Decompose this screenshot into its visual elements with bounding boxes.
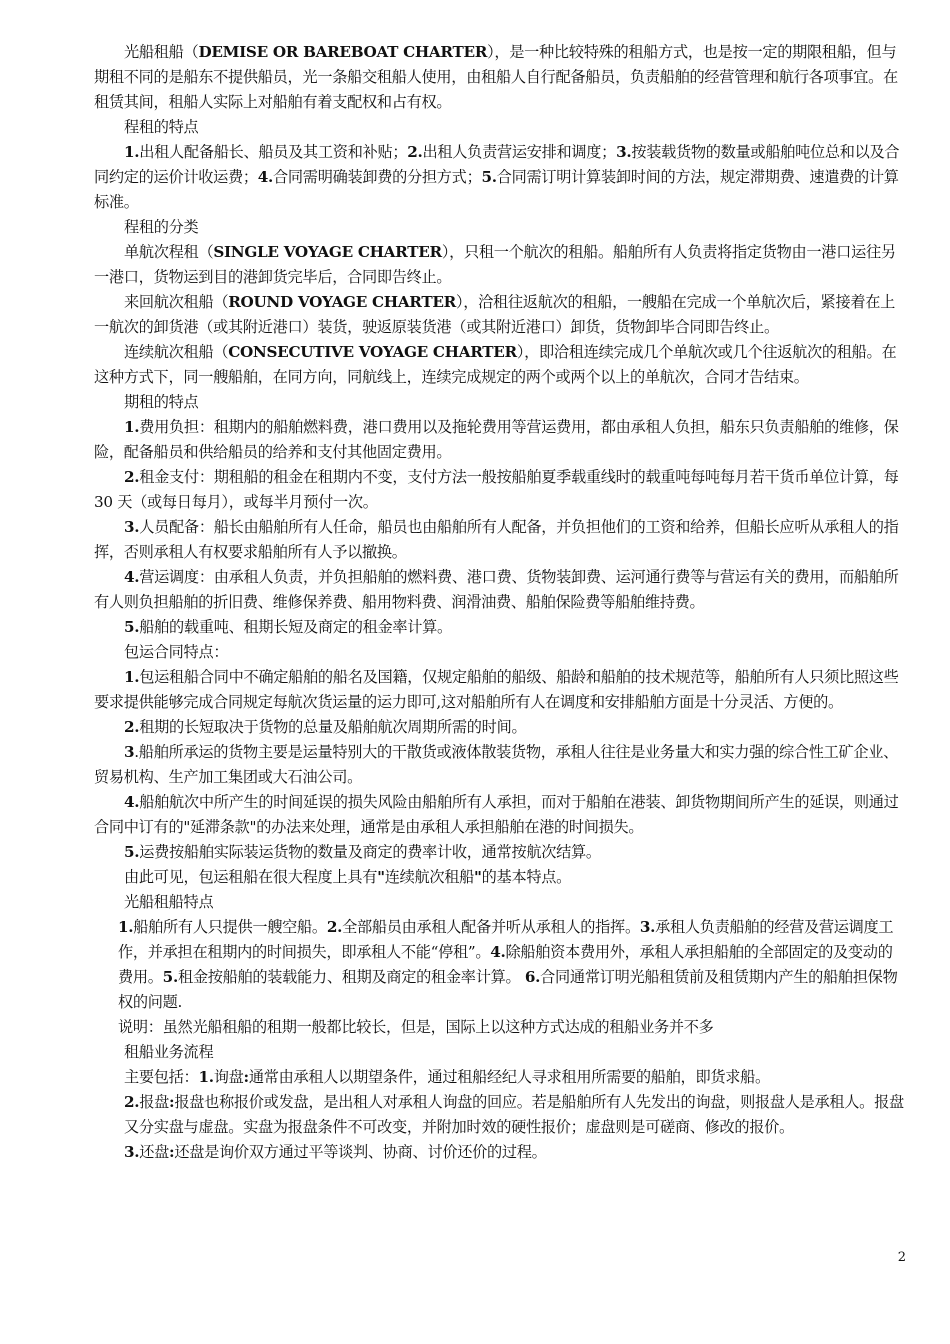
paragraph: 5.运费按船舶实际装运货物的数量及商定的费率计收，通常按航次结算。 xyxy=(124,843,601,861)
paragraph: 单航次程租（SINGLE VOYAGE CHARTER），只租一个航次的租船。船舶所有人负责将指定货物由一港口运往另一港口，货物运到目的港卸货完毕后，合同即告终止。 xyxy=(94,243,896,286)
page-number: 2 xyxy=(897,1250,906,1265)
paragraph: 1.包运租船合同中不确定船舶的船名及国籍，仅规定船舶的船级、船龄和船舶的技术规范等，船舶所有人只须比照这些要求提供能够完成合同规定每航次货运量的运力即可,这对船舶所有人在调度和安排船舶方面是十分灵活、方便的。 xyxy=(94,668,899,711)
paragraph: 包运合同特点： xyxy=(124,643,229,661)
paragraph: 2.租期的长短取决于货物的总量及船舶航次周期所需的时间。 xyxy=(124,718,527,736)
paragraph: 3.还盘:还盘是询价双方通过平等谈判、协商、讨价还价的过程。 xyxy=(124,1143,547,1161)
paragraph: 租船业务流程 xyxy=(124,1043,214,1061)
paragraph: 1.费用负担：租期内的船舶燃料费，港口费用以及拖轮费用等营运费用，都由承租人负担，船东只负责船舶的维修，保险，配备船员和供给船员的给养和支付其他固定费用。 xyxy=(94,418,899,461)
paragraph: 连续航次租船（CONSECUTIVE VOYAGE CHARTER），即洽租连续完成几个单航次或几个往返航次的租船。在这种方式下，同一艘船舶，在同方向，同航线上，连续完成规定的两个或两个以上的单航次，合同才告结束。 xyxy=(94,343,897,386)
paragraph: 由此可见，包运租船在很大程度上具有"连续航次租船"的基本特点。 xyxy=(124,868,571,886)
paragraph: 来回航次租船（ROUND VOYAGE CHARTER），洽租往返航次的租船，一艘船在完成一个单航次后，紧接着在上一航次的卸货港（或其附近港口）装货，驶返原装货港（或其附近港口）卸货，货物卸毕合同即告终止。 xyxy=(94,293,895,336)
paragraph: 5.船舶的载重吨、租期长短及商定的租金率计算。 xyxy=(124,618,452,636)
paragraph: 程租的特点 xyxy=(124,118,199,136)
paragraph: 4.营运调度：由承租人负责，并负担船舶的燃料费、港口费、货物装卸费、运河通行费等与营运有关的费用，而船舶所有人则负担船舶的折旧费、维修保养费、船用物料费、润滑油费、船舶保险费等船舶维持费。 xyxy=(94,568,899,611)
paragraph: 程租的分类 xyxy=(124,218,199,236)
paragraph: 1.出租人配备船长、船员及其工资和补贴；2.出租人负责营运安排和调度；3.按装载货物的数量或船舶吨位总和以及合同约定的运价计收运费；4.合同需明确装卸费的分担方式；5.合同需订明计算装卸时间的方法，规定滞期费、速遣费的计算标准。 xyxy=(94,143,900,211)
document-body xyxy=(94,40,906,1165)
paragraph: 3.人员配备：船长由船舶所有人任命，船员也由船舶所有人配备，并负担他们的工资和给养，但船长应听从承租人的指挥，否则承租人有权要求船舶所有人予以撤换。 xyxy=(94,518,899,561)
paragraph: 说明：虽然光船租船的租期一般都比较长，但是，国际上以这种方式达成的租船业务并不多 xyxy=(118,1018,714,1036)
paragraph: 2.租金支付：期租船的租金在租期内不变，支付方法一般按船舶夏季载重线时的载重吨每吨每月若干货币单位计算，每 30 天（或每日每月），或每半月预付一次。 xyxy=(94,468,899,511)
paragraph: 2.报盘:报盘也称报价或发盘，是出租人对承租人询盘的回应。若是船舶所有人先发出的询盘，则报盘人是承租人。报盘又分实盘与虚盘。实盘为报盘条件不可改变，并附加时效的硬性报价；虚盘则是可磋商、修改的报价。 xyxy=(124,1093,904,1136)
paragraph: 1.船舶所有人只提供一艘空船。2.全部船员由承租人配备并听从承租人的指挥。3.承租人负责船舶的经营及营运调度工作，并承担在租期内的时间损失，即承租人不能“停租”。4.除船舶资本费用外，承租人承担船舶的全部固定的及变动的费用。5.租金按船舶的装载能力、租期及商定的租金率计算。 6.合同通常订明光船租赁前及租赁期内产生的船舶担保物权的问题. xyxy=(118,918,898,1011)
paragraph: 期租的特点 xyxy=(124,393,199,411)
paragraph: 3.船舶所承运的货物主要是运量特别大的干散货或液体散装货物，承租人往往是业务量大和实力强的综合性工矿企业、贸易机构、生产加工集团或大石油公司。 xyxy=(94,743,899,786)
paragraph: 主要包括：1.询盘:通常由承租人以期望条件，通过租船经纪人寻求租用所需要的船舶，即货求船。 xyxy=(124,1068,770,1086)
paragraph: 4.船舶航次中所产生的时间延误的损失风险由船舶所有人承担，而对于船舶在港装、卸货物期间所产生的延误，则通过合同中订有的"延滞条款"的办法来处理，通常是由承租人承担船舶在港的时间损失。 xyxy=(94,793,899,836)
paragraph: 光船租船特点 xyxy=(124,893,214,911)
paragraph: 光船租船（DEMISE OR BAREBOAT CHARTER），是一种比较特殊的租船方式，也是按一定的期限租船，但与期租不同的是船东不提供船员，光一条船交租船人使用，由租船人自行配备船员，负责船舶的经营管理和航行各项事宜。在租赁其间，租船人实际上对船舶有着支配权和占有权。 xyxy=(94,43,898,111)
